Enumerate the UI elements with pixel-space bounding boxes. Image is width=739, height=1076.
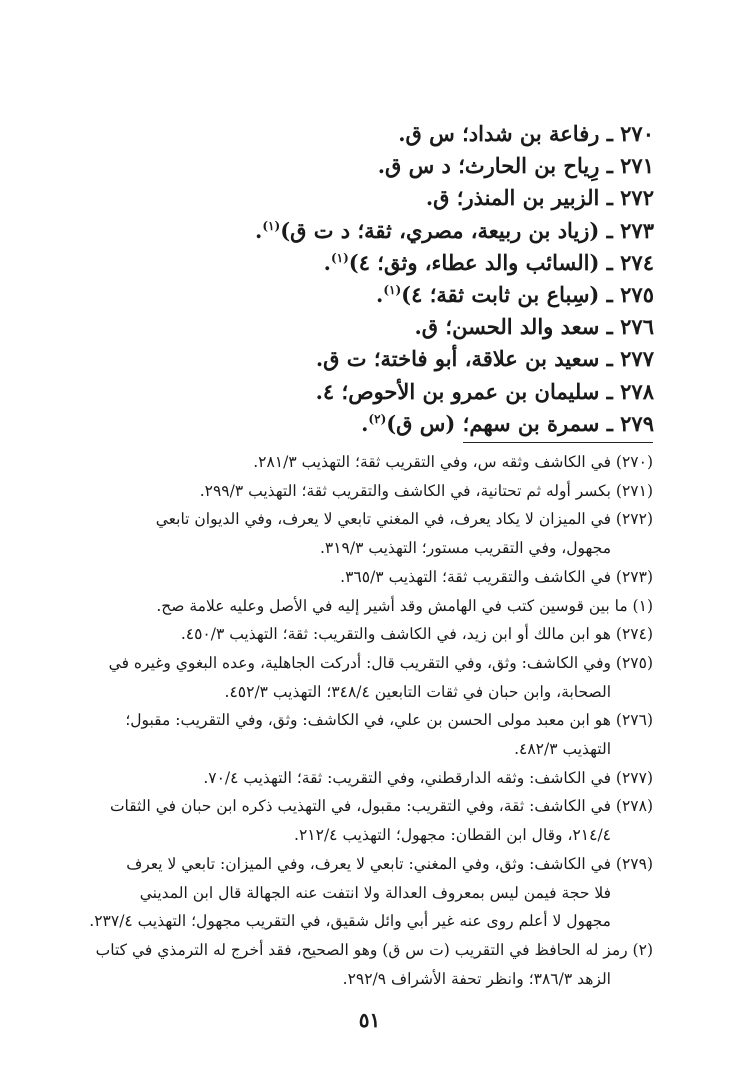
narrator-entry: ٢٧٣ ـ (زياد بن ربيعة، مصري، ثقة؛ د ت ق)$^{(١)}$. xyxy=(255,217,654,243)
footnote: (٢٧٢) في الميزان لا يكاد يعرف، في المغني تابعي لا يعرف، وفي الديوان تابعي مجهول، وفي التقريب مستور؛ التهذيب ٣١٩/٣. xyxy=(155,510,653,558)
footnote-marker: (١) xyxy=(383,282,402,297)
footnote: (٢) رمز له الحافظ في التقريب (ت س ق) وهو الصحيح، فقد أخرج له الترمذي في كتاب الزهد ٣٨٦/٣؛ وانظر تحفة الأشراف ٢٩٢/٩. xyxy=(95,940,653,988)
footnote: (٢٧٣) في الكاشف والتقريب ثقة؛ التهذيب ٣٦٥/٣. xyxy=(340,567,653,586)
narrator-entry: ٢٧٨ ـ سليمان بن عمرو بن الأحوص؛ ٤. xyxy=(315,378,654,404)
footnotes-section xyxy=(73,448,653,993)
footnote: (٢٧٦) هو ابن معبد مولى الحسن بن علي، في الكاشف: وثق، وفي التقريب: مقبول؛ التهذيب ٤٨٢/٣. xyxy=(125,711,653,759)
footnote: (٢٧٤) هو ابن مالك أو ابن زيد، في الكاشف والتقريب: ثقة؛ التهذيب ٤٥٠/٣. xyxy=(180,625,653,644)
narrator-entry: ٢٧١ ـ رِياح بن الحارث؛ د س ق. xyxy=(377,153,654,179)
narrator-entry: ٢٧٢ ـ الزبير بن المنذر؛ ق. xyxy=(425,185,654,211)
footnote: (٢٧٠) في الكاشف وثقه س، وفي التقريب ثقة؛ التهذيب ٢٨١/٣. xyxy=(253,453,653,471)
footnote: (٢٧٥) وفي الكاشف: وثق، وفي التقريب قال: أدركت الجاهلية، وعده البغوي وغيره في الصحابة، وابن حبان في ثقات التابعين ٣٤٨/٤؛ التهذيب ٤٥٢/٣. xyxy=(108,653,653,701)
narrator-entries-list xyxy=(74,118,654,440)
footnote-marker: (٢) xyxy=(368,411,387,426)
footnote-marker: (١) xyxy=(262,218,281,233)
narrator-entry: ٢٧٥ ـ (سِباع بن ثابت ثقة؛ ٤)$^{(١)}$. xyxy=(376,281,654,307)
footnote: (٢٧١) بكسر أوله ثم تحتانية، في الكاشف والتقريب ثقة؛ التهذيب ٢٩٩/٣. xyxy=(199,481,653,500)
footnote-separator xyxy=(463,442,653,443)
footnote: (٢٧٩) في الكاشف: وثق، وفي المغني: تابعي لا يعرف، وفي الميزان: تابعي لا يعرف فلا حجة فيمن ليس بمعروف العدالة ولا انتفت عنه الجهالة قال ابن المديني مجهول لا أعلم روى عنه غير أبي وائل شقيق، في التقريب مجهول؛ التهذيب ٢٣٧/٤. xyxy=(89,854,653,931)
footnote: (٢٧٨) في الكاشف: ثقة، وفي التقريب: مقبول، في التهذيب ذكره ابن حبان في الثقات ٢١٤/٤، وقال ابن القطان: مجهول؛ التهذيب ٢١٢/٤. xyxy=(109,797,653,845)
narrator-entry: ٢٧٦ ـ سعد والد الحسن؛ ق. xyxy=(414,314,654,340)
page-number: ٥١ xyxy=(358,1008,381,1032)
narrator-entry: ٢٧٤ ـ (السائب والد عطاء، وثق؛ ٤)$^{(١)}$. xyxy=(323,249,654,275)
footnote: (١) ما بين قوسين كتب في الهامش وقد أشير إليه في الأصل وعليه علامة صح. xyxy=(156,596,653,615)
footnote-marker: (١) xyxy=(330,250,349,265)
narrator-entry: ٢٧٠ ـ رفاعة بن شداد؛ س ق. xyxy=(398,121,654,146)
narrator-entry: ٢٧٧ ـ سعيد بن علاقة، أبو فاختة؛ ت ق. xyxy=(315,346,654,372)
footnote: (٢٧٧) في الكاشف: وثقه الدارقطني، وفي التقريب: ثقة؛ التهذيب ٧٠/٤. xyxy=(203,768,653,787)
narrator-entry: ٢٧٩ ـ سمرة بن سهم؛ (س ق)$^{(٢)}$. xyxy=(361,410,654,436)
